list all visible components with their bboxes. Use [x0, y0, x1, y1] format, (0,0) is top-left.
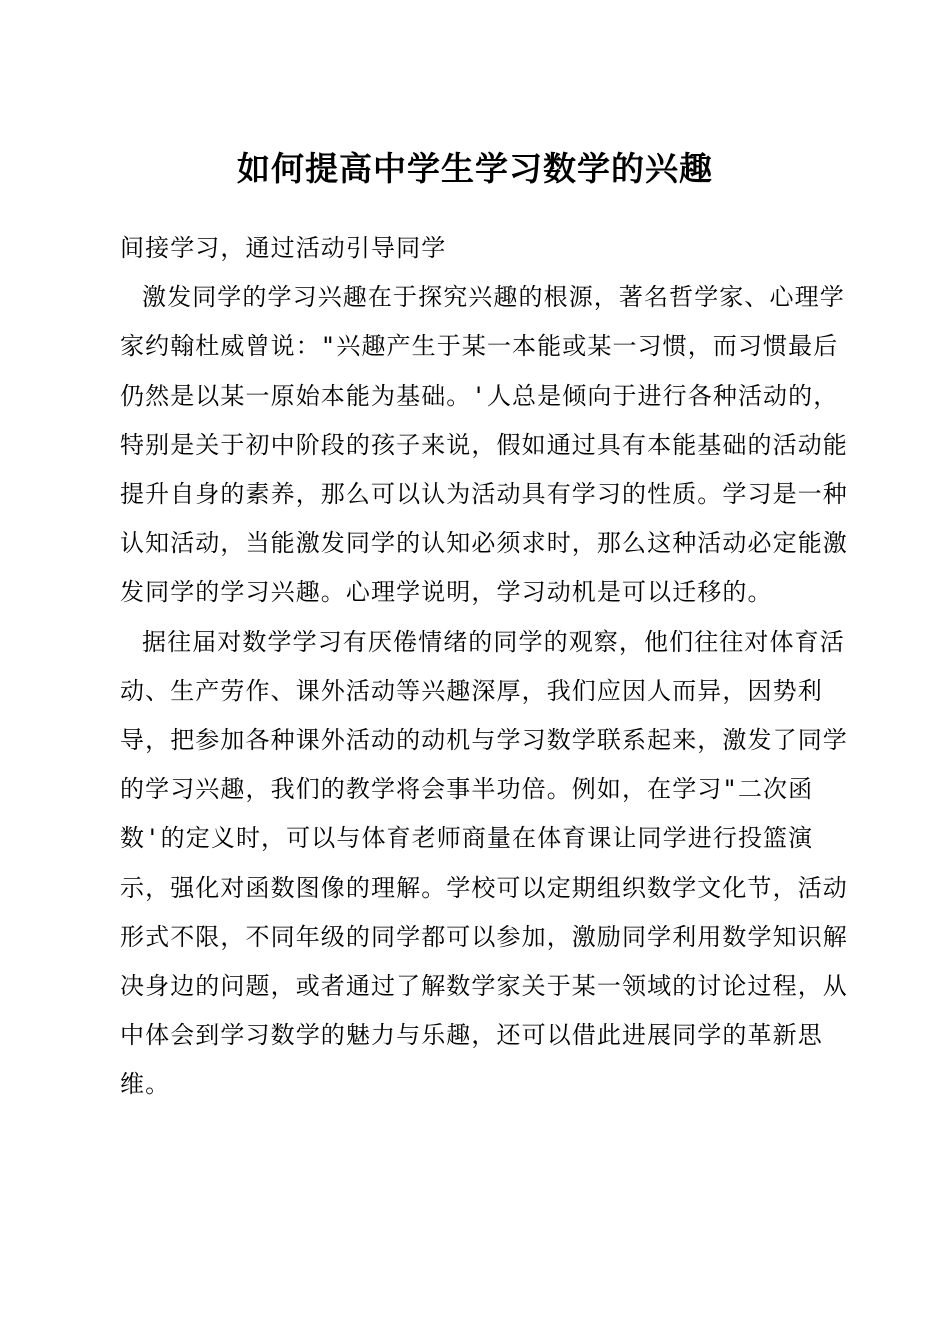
document-body [120, 224, 848, 1110]
document-title: 如何提高中学生学习数学的兴趣 [237, 149, 713, 188]
paragraph-1: 激发同学的学习兴趣在于探究兴趣的根源，著名哲学家、心理学家约翰杜威曾说："兴趣产生于某一本能或某一习惯，而习惯最后仍然是以某一原始本能为基础。'人总是倾向于进行各种活动的，特别是关于初中阶段的孩子来说，假如通过具有本能基础的活动能提升自身的素养，那么可以认为活动具有学习的性质。学习是一种认知活动，当能激发同学的认知必须求时，那么这种活动必定能激发同学的学习兴趣。心理学说明，学习动机是可以迁移的。 [120, 283, 848, 607]
paragraph-2: 据往届对数学学习有厌倦情绪的同学的观察，他们往往对体育活动、生产劳作、课外活动等兴趣深厚，我们应因人而异，因势利导，把参加各种课外活动的动机与学习数学联系起来，激发了同学的学习兴趣，我们的教学将会事半功倍。例如，在学习"二次函数'的定义时，可以与体育老师商量在体育课让同学进行投篮演示，强化对函数图像的理解。学校可以定期组织数学文化节，活动形式不限，不同年级的同学都可以参加，激励同学利用数学知识解决身边的问题，或者通过了解数学家关于某一领域的讨论过程，从中体会到学习数学的魅力与乐趣，还可以借此进展同学的革新思维。 [120, 627, 848, 1099]
section-subtitle: 间接学习，通过活动引导同学 [120, 234, 447, 262]
